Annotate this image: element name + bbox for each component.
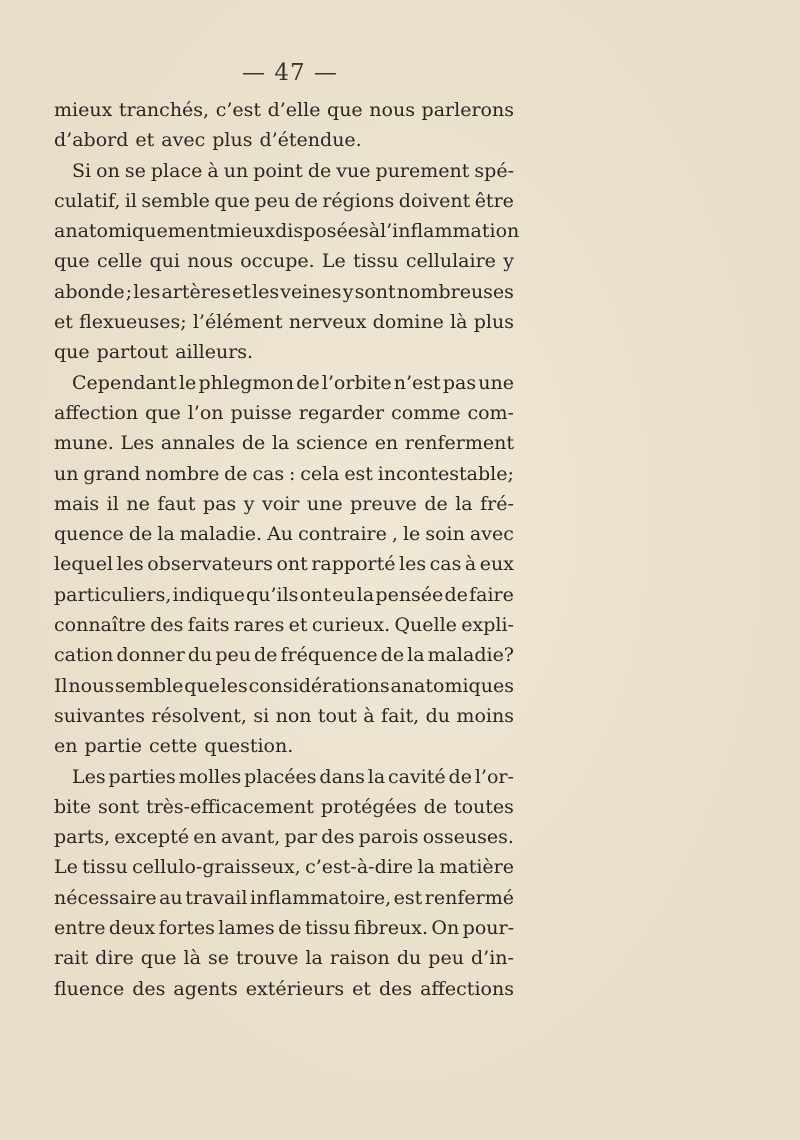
word: ne [126, 492, 150, 515]
word: que [145, 401, 181, 424]
word: donner [116, 644, 185, 667]
word: Le [54, 856, 78, 879]
word: de [294, 189, 318, 212]
word: y [243, 492, 255, 515]
word: rares [233, 614, 285, 637]
word: tranchés, [118, 99, 210, 121]
word: Quelle [394, 614, 457, 637]
word: l’élément [192, 311, 283, 334]
text-line [54, 549, 514, 579]
body-text [54, 95, 520, 1004]
word: d’in- [471, 947, 514, 970]
word: et [288, 614, 308, 637]
word: et [54, 311, 73, 334]
word: si [253, 704, 270, 727]
word: à [464, 553, 477, 576]
word: la [417, 856, 435, 879]
word: faits [187, 614, 230, 637]
word: Les [120, 432, 155, 455]
word: en [193, 826, 217, 849]
text-line [54, 610, 514, 640]
word: Le [321, 250, 346, 273]
word: partie [84, 735, 143, 758]
word: y [342, 280, 354, 303]
word: d’elle [267, 99, 321, 121]
word: peu [428, 947, 464, 970]
word: l’on [187, 401, 224, 424]
word: du [187, 644, 213, 667]
text-line [54, 277, 514, 307]
word: cas [252, 462, 285, 485]
word: et [135, 129, 155, 152]
word: se [207, 947, 229, 970]
word: nécessaire [54, 886, 157, 909]
word: se [124, 159, 146, 182]
word: semble [141, 189, 210, 212]
word: parois [358, 826, 419, 849]
word: eu [332, 583, 356, 606]
word: com- [467, 401, 514, 424]
word: d’étendue. [259, 129, 362, 152]
word: qui [149, 250, 180, 273]
word: de [241, 432, 266, 455]
word: particuliers, [54, 583, 172, 606]
word: toutes [453, 795, 514, 818]
word: le [402, 523, 421, 546]
word: non [275, 704, 312, 727]
word: considérations [248, 674, 390, 697]
word: partout [96, 341, 169, 364]
text-line [54, 671, 514, 701]
word: des [378, 977, 413, 1000]
word: artères [161, 280, 231, 303]
word: entre [54, 917, 106, 940]
word: renfermé [424, 886, 514, 909]
word: cas [429, 553, 462, 576]
word: fluence [54, 977, 125, 1000]
word: de [296, 371, 320, 394]
word: Il [54, 674, 68, 697]
word: science [296, 432, 368, 455]
paragraph [54, 762, 514, 1004]
word: veines [280, 280, 342, 303]
word: régions [322, 189, 395, 212]
word: nous [187, 250, 233, 273]
word: qu’ils [246, 583, 299, 606]
word: matière [439, 856, 514, 879]
word: mune. [54, 432, 114, 455]
text-line [54, 943, 514, 973]
text-line [54, 337, 514, 367]
word: résolvent, [151, 704, 247, 727]
word: quence [54, 523, 124, 546]
text-line [54, 792, 514, 822]
word: des [150, 614, 184, 637]
text-line [54, 762, 514, 792]
word: maladie? [427, 644, 514, 667]
text-line [54, 428, 514, 458]
word: une [478, 371, 514, 394]
word: que [327, 99, 363, 121]
word: du [396, 947, 422, 970]
word: de [224, 462, 248, 485]
word: tissu [353, 250, 399, 273]
word: fait, [381, 704, 420, 727]
word: moins [456, 704, 514, 727]
word: vue [336, 159, 371, 182]
word: ont [276, 553, 308, 576]
text-line [54, 459, 514, 489]
text-line [54, 974, 514, 1004]
word: place [150, 159, 203, 182]
text-line [54, 640, 514, 670]
word: purement [375, 159, 470, 182]
word: un [54, 462, 79, 485]
word: pour- [462, 917, 514, 940]
word: avec [469, 523, 514, 546]
word: affection [54, 401, 139, 424]
text-line [54, 398, 514, 428]
word: travail [185, 886, 248, 909]
word: avant, [220, 826, 281, 849]
word: cellulaire [405, 250, 496, 273]
word: nombre [145, 462, 220, 485]
text-line [54, 822, 514, 852]
word: affections [420, 977, 514, 1000]
text-line [54, 580, 514, 610]
word: et [232, 280, 251, 303]
word: osseuses. [422, 826, 514, 849]
word: que [140, 947, 177, 970]
word: et [352, 977, 371, 1000]
word: celle [96, 250, 143, 273]
word: on [96, 159, 120, 182]
word: fibreux. [353, 917, 428, 940]
word: à [368, 220, 381, 243]
text-line [54, 156, 514, 186]
word: ailleurs. [175, 341, 254, 364]
word: expli- [461, 614, 514, 637]
word: eux [479, 553, 514, 576]
word: phlegmon [198, 371, 295, 394]
word: de [448, 765, 472, 788]
text-line [54, 216, 520, 246]
word: de [278, 917, 302, 940]
text-line [54, 519, 514, 549]
word: là [450, 311, 468, 334]
word: avec [161, 129, 206, 152]
word: grand [83, 462, 141, 485]
word: regarder [298, 401, 385, 424]
word: le [178, 371, 197, 394]
word: la [305, 947, 323, 970]
word: là [183, 947, 201, 970]
word: des [132, 977, 166, 1000]
word: anatomiques [390, 674, 514, 697]
word: la [356, 583, 375, 606]
word: indique [172, 583, 245, 606]
word: Si [72, 159, 92, 182]
word: la [455, 492, 473, 515]
word: annales [160, 432, 236, 455]
word: à [363, 704, 375, 727]
word: sont [98, 795, 140, 818]
word: On [431, 917, 460, 940]
word: bite [54, 795, 92, 818]
word: cette [149, 735, 198, 758]
text-line [54, 246, 514, 276]
word: de [307, 159, 332, 182]
page-number: — 47 — [242, 60, 338, 86]
word: domine [372, 311, 444, 334]
word: point [253, 159, 303, 182]
word: peu [254, 189, 291, 212]
word: renferment [404, 432, 514, 455]
word: il [106, 492, 119, 515]
word: les [399, 553, 427, 576]
word: inflammatoire, [249, 886, 392, 909]
word: que [54, 341, 90, 364]
word: pas [442, 371, 477, 394]
word: l’inflammation [380, 220, 520, 243]
word: preuve [350, 492, 417, 515]
word: abonde [54, 280, 125, 303]
word: de [444, 583, 468, 606]
text-line [54, 489, 514, 519]
word: comme [391, 401, 461, 424]
word: anatomiquement [54, 220, 217, 243]
word: fortes [158, 917, 215, 940]
word: parlerons [421, 99, 514, 121]
word: fré- [480, 492, 514, 515]
text-line [54, 125, 514, 155]
word: de [424, 492, 448, 515]
word: du [425, 704, 450, 727]
word: tout [317, 704, 357, 727]
word: la [271, 432, 290, 455]
word: , [391, 523, 398, 546]
word: plus [212, 129, 253, 152]
word: que [54, 250, 90, 273]
word: d’abord [54, 129, 129, 152]
word: les [133, 280, 161, 303]
word: molles [178, 765, 242, 788]
word: des [321, 826, 355, 849]
word: excepté [114, 826, 190, 849]
word: raison [329, 947, 390, 970]
word: Les [72, 765, 106, 788]
text-line [54, 368, 514, 398]
word: les [252, 280, 280, 303]
word: la [367, 765, 386, 788]
word: cation [54, 644, 114, 667]
word: fréquence [280, 644, 378, 667]
paragraph [54, 368, 514, 762]
word: tissu [82, 856, 128, 879]
word: agents [173, 977, 238, 1000]
paragraph [54, 156, 520, 368]
word: placées [244, 765, 317, 788]
word: mieux [216, 220, 276, 243]
word: pensée [375, 583, 444, 606]
word: tissu [304, 917, 351, 940]
word: occupe. [240, 250, 315, 273]
word: au [159, 886, 183, 909]
word: n’est [393, 371, 441, 394]
word: dire [95, 947, 134, 970]
word: flexueuses; [79, 311, 187, 334]
word: cela [300, 462, 340, 485]
word: en [374, 432, 399, 455]
word: culatif, [54, 189, 121, 212]
word: cavité [388, 765, 446, 788]
text-line [54, 307, 514, 337]
word: faire [469, 583, 514, 606]
text-line [54, 95, 514, 125]
word: nombreuses [396, 280, 514, 303]
word: de [128, 523, 153, 546]
word: puisse [230, 401, 292, 424]
word: contraire [298, 523, 387, 546]
word: la [157, 523, 175, 546]
word: l’orbite [321, 371, 392, 394]
word: les [116, 553, 144, 576]
text-line [54, 883, 514, 913]
word: dans [319, 765, 365, 788]
word: parties [108, 765, 176, 788]
word: extérieurs [245, 977, 345, 1000]
word: question. [204, 735, 294, 758]
word: un [223, 159, 249, 182]
word: connaître [54, 614, 146, 637]
word: spé- [474, 159, 514, 182]
word: de [380, 644, 405, 667]
word: deux [108, 917, 156, 940]
word: une [306, 492, 343, 515]
word: que [214, 189, 250, 212]
word: il [124, 189, 137, 212]
word: l’or- [474, 765, 514, 788]
word: nerveux [288, 311, 367, 334]
word: trouve [236, 947, 299, 970]
word: rapporté [311, 553, 396, 576]
word: Cependant [72, 371, 177, 394]
word: soin [425, 523, 465, 546]
text-line [54, 913, 514, 943]
word: maladie. [179, 523, 263, 546]
word: c’est-à-dire [305, 856, 414, 879]
word: suivantes [54, 704, 145, 727]
word: c’est [215, 99, 261, 121]
word: peu [215, 644, 251, 667]
word: que [184, 674, 220, 697]
word: Au [267, 523, 294, 546]
word: nous [369, 99, 415, 121]
word: mais [54, 492, 100, 515]
word: semble [114, 674, 184, 697]
word: y [503, 250, 514, 273]
word: très-efficacement [145, 795, 314, 818]
word: ont [299, 583, 331, 606]
word: à [207, 159, 219, 182]
word: : [288, 462, 296, 485]
word: observateurs [147, 553, 273, 576]
word: lequel [54, 553, 114, 576]
word: nous [68, 674, 115, 697]
word: parts, [54, 826, 110, 849]
word: être [474, 189, 514, 212]
word: en [54, 735, 78, 758]
word: sont [354, 280, 396, 303]
word: doivent [398, 189, 471, 212]
word: par [284, 826, 318, 849]
word: les [220, 674, 248, 697]
word: faut [157, 492, 196, 515]
word: de [423, 795, 448, 818]
paragraph [54, 95, 514, 156]
text-line [54, 731, 514, 761]
word: mieux [54, 99, 113, 121]
word: protégées [320, 795, 417, 818]
word: ; [125, 280, 133, 303]
word: de [254, 644, 278, 667]
word: est [344, 462, 373, 485]
word: disposées [275, 220, 369, 243]
word: est [393, 886, 423, 909]
word: pas [203, 492, 237, 515]
word: cellulo-graisseux, [132, 856, 301, 879]
word: la [407, 644, 425, 667]
word: plus [473, 311, 514, 334]
text-line [54, 852, 514, 882]
text-line [54, 701, 514, 731]
word: voir [262, 492, 300, 515]
word: curieux. [311, 614, 391, 637]
text-line [54, 186, 514, 216]
word: incontestable; [377, 462, 514, 485]
word: lames [218, 917, 275, 940]
word: rait [54, 947, 89, 970]
